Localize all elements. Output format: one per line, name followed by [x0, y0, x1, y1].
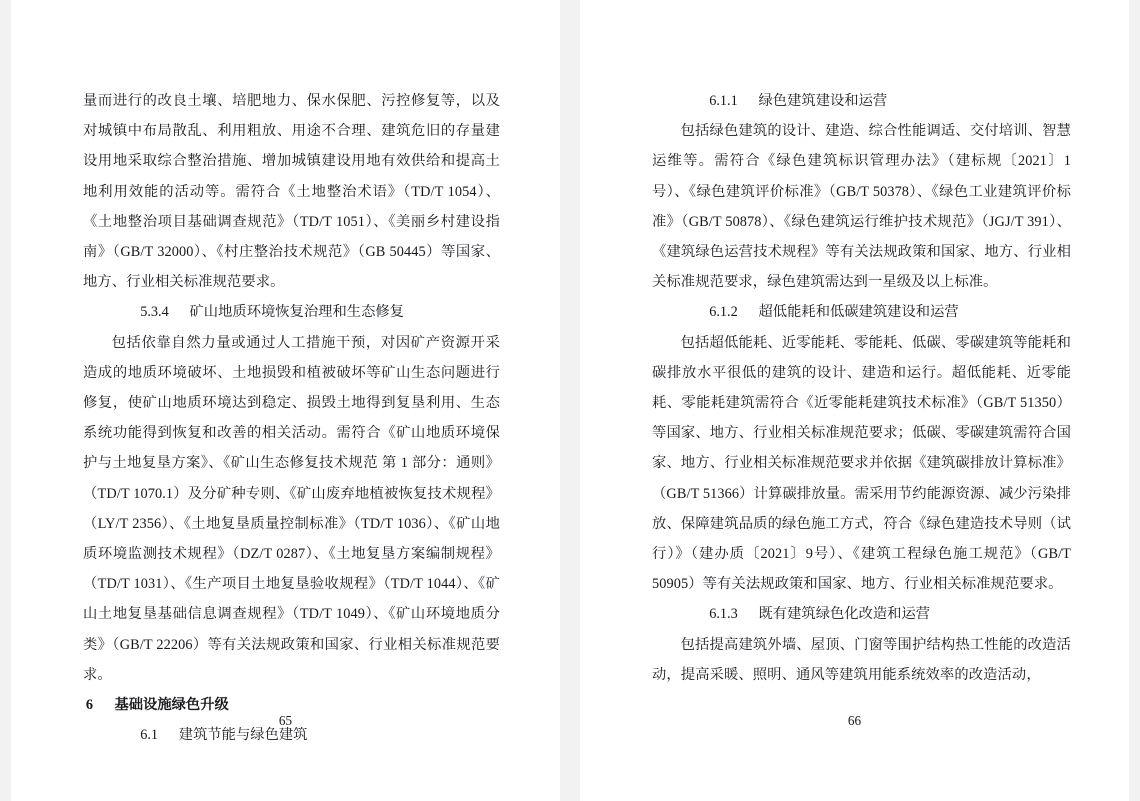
paragraph: 包括超低能耗、近零能耗、零能耗、低碳、零碳建筑等能耗和碳排放水平很低的建筑的设计、建造和运行。超低能耗、近零能耗、零能耗建筑需符合《近零能耗建筑技术标准》（GB/T 51350）等国家、地方、行业相关标准规范要求；低碳、零碳建筑需符合国家、地方、行业相关标准规范要求并依据《建筑碳排放计算标准》（GB/T 51366）计算碳排放量。需采用节约能源资源、减少污染排放、保障建筑品质的绿色施工方式，符合《绿色建造技术导则（试行）》（建办质〔2021〕9号）、《建筑工程绿色施工规范》（GB/T 50905）等有关法规政策和国家、地方、行业相关标准规范要求。	[652, 334, 1071, 593]
heading-number: 6.1.1	[709, 93, 738, 109]
section-heading-6-1-2	[652, 297, 1071, 327]
paragraph: 量而进行的改良土壤、培肥地力、保水保肥、污控修复等，以及对城镇中布局散乱、利用粗放、用途不合理、建筑危旧的存量建设用地采取综合整治措施、增加城镇建设用地有效供给和提高土地利用效能的活动等。需符合《土地整治术语》（TD/T 1054）、《土地整治项目基础调查规范》（TD/T 1051）、《美丽乡村建设指南》（GB/T 32000）、《村庄整治技术规范》（GB 50445）等国家、地方、行业相关标准规范要求。	[83, 93, 500, 291]
page-left	[11, 0, 560, 801]
heading-title: 既有建筑绿色化改造和运营	[758, 606, 931, 623]
heading-title: 基础设施绿色升级	[114, 697, 229, 714]
heading-title: 绿色建筑建设和运营	[758, 93, 888, 109]
paragraph: 包括绿色建筑的设计、建造、综合性能调适、交付培训、智慧运维等。需符合《绿色建筑标识管理办法》（建标规〔2021〕1号）、《绿色建筑评价标准》（GB/T 50378）、《绿色工业建筑评价标准》（GB/T 50878）、《绿色建筑运行维护技术规范》（JGJ/T 391）、《建筑绿色运营技术规程》等有关法规政策和国家、地方、行业相关标准规范要求，绿色建筑需达到一星级及以上标准。	[652, 123, 1071, 291]
page-number-right: 66	[847, 713, 862, 728]
section-heading-6-1-1	[652, 86, 1071, 116]
heading-title: 建筑节能与绿色建筑	[178, 727, 308, 744]
page-right-content	[652, 86, 1071, 690]
heading-number: 6.1.2	[709, 304, 738, 321]
heading-number: 5.3.4	[140, 304, 169, 321]
heading-title: 矿山地质环境恢复治理和生态修复	[189, 304, 404, 321]
heading-number: 6	[85, 697, 94, 714]
page-left-content	[83, 86, 500, 750]
page-right	[580, 0, 1129, 801]
paragraph: 包括提高建筑外墙、屋顶、门窗等围护结构热工性能的改造活动，提高采暖、照明、通风等建筑用能系统效率的改造活动，	[652, 636, 1071, 683]
section-heading-5-3-4	[83, 297, 500, 327]
paragraph: 包括依靠自然力量或通过人工措施干预，对因矿产资源开采造成的地质环境破坏、土地损毁和植被破坏等矿山生态问题进行修复，使矿山地质环境达到稳定、损毁土地得到复垦利用、生态系统功能得到恢复和改善的相关活动。需符合《矿山地质环境保护与土地复垦方案》、《矿山生态修复技术规范 第 1 部分：通则》（TD/T 1070.1）及分矿种专则、《矿山废弃地植被恢复技术规程》（LY/T 2356）、《土地复垦质量控制标准》（TD/T 1036）、《矿山地质环境监测技术规程》（DZ/T 0287）、《土地复垦方案编制规程》（TD/T 1031）、《生产项目土地复垦验收规程》（TD/T 1044）、《矿山土地复垦基础信息调查规程》（TD/T 1049）、《矿山环境地质分类》（GB/T 22206）等有关法规政策和国家、行业相关标准规范要求。	[83, 334, 500, 683]
heading-number: 6.1.3	[709, 606, 738, 623]
page-number-left: 65	[278, 713, 293, 728]
section-heading-6-1-3	[652, 599, 1071, 629]
heading-title: 超低能耗和低碳建筑建设和运营	[758, 304, 959, 321]
heading-number: 6.1	[140, 727, 159, 744]
